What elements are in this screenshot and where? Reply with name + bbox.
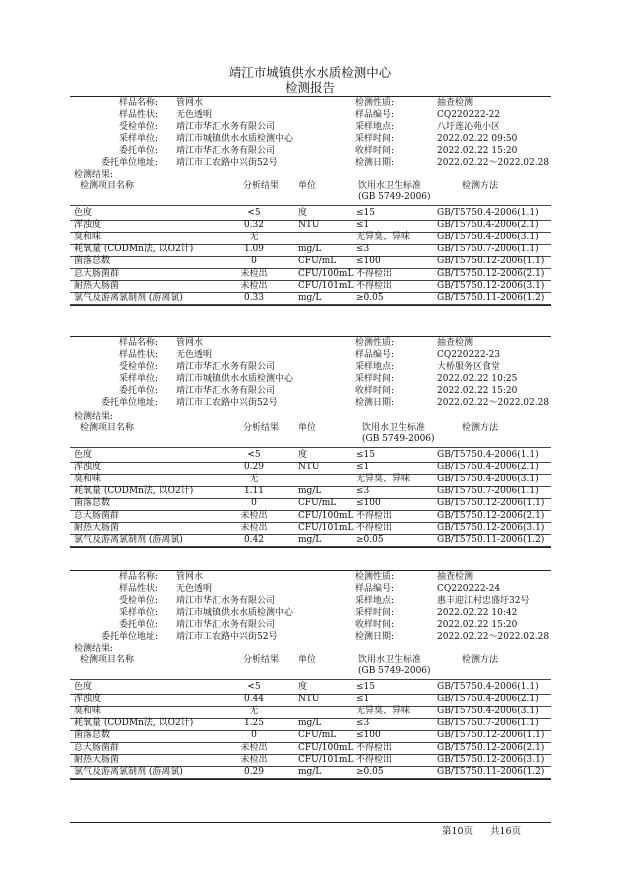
info-value: 管网水 xyxy=(176,98,204,108)
row-result: 0.32 xyxy=(243,220,265,231)
column-header-standard: 饮用水卫生标准 xyxy=(362,423,426,433)
row-result: 未检出 xyxy=(240,510,268,521)
info-label: 受检单位: xyxy=(118,361,158,372)
row-standard: ≥0.05 xyxy=(356,534,384,545)
row-item-name: 耐热大肠菌 xyxy=(74,280,120,291)
info-value: 靖江市工农路中兴街52号 xyxy=(176,631,278,642)
row-result: 0.44 xyxy=(243,694,265,705)
row-method: GB/T5750.4-2006(2.1) xyxy=(437,462,539,473)
results-label: 检测结果: xyxy=(74,412,114,422)
row-item-name: 耗氧量 (CODMn法, 以O2计) xyxy=(74,486,194,497)
row-unit: mg/L xyxy=(298,244,322,255)
row-method: GB/T5750.7-2006(1.1) xyxy=(437,486,539,497)
info-label: 样品名称: xyxy=(118,572,158,582)
info-value: 靖江市城镇供水水质检测中心 xyxy=(176,373,294,384)
row-standard: ≥0.05 xyxy=(356,766,384,777)
row-item-name: 耐热大肠菌 xyxy=(74,522,120,533)
info-label: 收样时间: xyxy=(355,619,395,630)
info-label: 收样时间: xyxy=(355,385,395,396)
row-method: GB/T5750.4-2006(1.1) xyxy=(437,208,539,218)
section-top-rule xyxy=(70,570,551,571)
info-label: 样品性状: xyxy=(118,349,158,360)
column-header-standard-code: (GB 5749-2006) xyxy=(358,666,431,676)
info-value: 靖江市华汇水务有限公司 xyxy=(176,145,276,156)
row-standard: 不得检出 xyxy=(356,742,393,753)
row-result: 未检出 xyxy=(240,522,268,533)
column-header-result: 分析结果 xyxy=(243,423,280,433)
row-item-name: 色度 xyxy=(74,208,93,218)
section-top-rule xyxy=(70,96,551,97)
section-bottom-rule xyxy=(70,779,551,780)
row-item-name: 浑浊度 xyxy=(74,462,102,473)
row-unit: mg/L xyxy=(298,718,322,729)
column-header-result: 分析结果 xyxy=(243,655,280,665)
row-item-name: 氯气及游离氯制剂 (游离氯) xyxy=(74,766,183,777)
row-unit: CFU/mL xyxy=(298,498,337,509)
info-value: 无色透明 xyxy=(176,349,213,360)
column-header-standard-code: (GB 5749-2006) xyxy=(358,192,431,202)
info-label: 委托单位: xyxy=(118,385,158,396)
row-item-name: 耗氧量 (CODMn法, 以O2计) xyxy=(74,244,194,255)
row-result: <5 xyxy=(247,208,261,218)
row-result: 0.29 xyxy=(243,462,265,473)
info-label: 委托单位地址: xyxy=(100,631,158,642)
row-standard: 不得检出 xyxy=(356,510,393,521)
info-value: 2022.02.22 10:25 xyxy=(437,373,518,384)
info-label: 收样时间: xyxy=(355,145,395,156)
info-label: 采样地点: xyxy=(355,595,395,606)
row-standard: 无异臭、异味 xyxy=(356,706,411,717)
info-label: 委托单位地址: xyxy=(100,397,158,408)
info-label: 样品编号: xyxy=(355,583,395,594)
info-label: 采样单位: xyxy=(118,373,158,384)
info-value: 靖江市城镇供水水质检测中心 xyxy=(176,133,294,144)
row-method: GB/T5750.4-2006(2.1) xyxy=(437,220,539,231)
row-item-name: 浑浊度 xyxy=(74,694,102,705)
info-label: 样品编号: xyxy=(355,349,395,360)
row-method: GB/T5750.4-2006(3.1) xyxy=(437,706,539,717)
column-header-unit: 单位 xyxy=(298,181,317,191)
row-result: 0.42 xyxy=(243,534,265,545)
results-label: 检测结果: xyxy=(74,644,114,654)
row-result: 0.29 xyxy=(243,766,265,777)
info-label: 采样时间: xyxy=(355,133,395,144)
info-label: 委托单位: xyxy=(118,145,158,156)
info-label: 样品性状: xyxy=(118,583,158,594)
info-value: 抽查检测 xyxy=(437,98,474,108)
info-value: 管网水 xyxy=(176,338,204,348)
row-method: GB/T5750.11-2006(1.2) xyxy=(437,292,545,303)
info-value: 无色透明 xyxy=(176,583,213,594)
row-result: 无 xyxy=(249,474,259,485)
info-label: 委托单位地址: xyxy=(100,157,158,168)
info-value: 靖江市华汇水务有限公司 xyxy=(176,361,276,372)
row-result: 0 xyxy=(251,256,257,267)
row-unit: mg/L xyxy=(298,766,322,777)
row-unit: NTU xyxy=(298,462,320,473)
row-result: 0 xyxy=(251,498,257,509)
row-unit: 度 xyxy=(298,450,308,460)
row-method: GB/T5750.4-2006(1.1) xyxy=(437,450,539,460)
column-header-item: 检测项目名称 xyxy=(80,181,135,191)
row-standard: 无异臭、异味 xyxy=(356,232,411,243)
header-rule xyxy=(70,205,551,206)
row-method: GB/T5750.4-2006(1.1) xyxy=(437,682,539,692)
info-value: 靖江市城镇供水水质检测中心 xyxy=(176,607,294,618)
page-total: 共16页 xyxy=(490,826,522,837)
info-value: 抽查检测 xyxy=(437,338,474,348)
info-label: 采样地点: xyxy=(355,121,395,132)
info-label: 受检单位: xyxy=(118,595,158,606)
info-value: 2022.02.22 15:20 xyxy=(437,145,518,156)
info-value: 抽查检测 xyxy=(437,572,474,582)
row-unit: NTU xyxy=(298,694,320,705)
row-standard: 无异臭、异味 xyxy=(356,474,411,485)
row-unit: NTU xyxy=(298,220,320,231)
row-standard: ≤1 xyxy=(356,462,370,473)
row-item-name: 菌落总数 xyxy=(74,730,111,741)
info-value: 2022.02.22 15:20 xyxy=(437,385,518,396)
row-method: GB/T5750.12-2006(3.1) xyxy=(437,754,545,765)
row-item-name: 色度 xyxy=(74,682,93,692)
info-value: 无色透明 xyxy=(176,109,213,120)
row-result: 未检出 xyxy=(240,742,268,753)
row-unit: CFU/101mL xyxy=(298,522,354,533)
row-item-name: 臭和味 xyxy=(74,706,102,717)
row-method: GB/T5750.12-2006(3.1) xyxy=(437,280,545,291)
row-item-name: 臭和味 xyxy=(74,232,102,243)
row-standard: 不得检出 xyxy=(356,280,393,291)
row-unit: CFU/100mL xyxy=(298,510,354,521)
header-rule xyxy=(70,679,551,680)
info-label: 检测日期: xyxy=(355,631,395,642)
info-value: 靖江市华汇水务有限公司 xyxy=(176,595,276,606)
row-standard: ≤15 xyxy=(356,682,375,692)
row-unit: CFU/mL xyxy=(298,256,337,267)
column-header-result: 分析结果 xyxy=(243,181,280,191)
footer-rule xyxy=(70,822,551,823)
info-label: 采样时间: xyxy=(355,607,395,618)
row-item-name: 耐热大肠菌 xyxy=(74,754,120,765)
row-standard: ≤100 xyxy=(356,730,381,741)
row-item-name: 菌落总数 xyxy=(74,256,111,267)
row-result: 未检出 xyxy=(240,754,268,765)
info-value: 大桥服务区食堂 xyxy=(437,361,501,372)
column-header-method: 检测方法 xyxy=(462,181,499,191)
row-standard: 不得检出 xyxy=(356,522,393,533)
row-result: 无 xyxy=(249,232,259,243)
row-method: GB/T5750.7-2006(1.1) xyxy=(437,718,539,729)
row-method: GB/T5750.12-2006(3.1) xyxy=(437,522,545,533)
row-method: GB/T5750.12-2006(1.1) xyxy=(437,498,545,509)
row-item-name: 臭和味 xyxy=(74,474,102,485)
row-standard: 不得检出 xyxy=(356,268,393,279)
info-value: 靖江市工农路中兴街52号 xyxy=(176,157,278,168)
column-header-standard: 饮用水卫生标准 xyxy=(358,655,422,665)
section-bottom-rule xyxy=(70,547,551,548)
info-value: 靖江市华汇水务有限公司 xyxy=(176,385,276,396)
row-standard: ≤1 xyxy=(356,220,370,231)
column-header-method: 检测方法 xyxy=(462,655,499,665)
info-value: 2022.02.22～2022.02.28 xyxy=(437,631,550,642)
row-standard: ≥0.05 xyxy=(356,292,384,303)
row-standard: ≤100 xyxy=(356,498,381,509)
info-label: 检测日期: xyxy=(355,157,395,168)
info-value: 靖江市华汇水务有限公司 xyxy=(176,619,276,630)
row-item-name: 色度 xyxy=(74,450,93,460)
info-label: 样品性状: xyxy=(118,109,158,120)
row-method: GB/T5750.12-2006(1.1) xyxy=(437,256,545,267)
row-standard: ≤15 xyxy=(356,208,375,218)
info-label: 采样时间: xyxy=(355,373,395,384)
row-result: <5 xyxy=(247,450,261,460)
row-unit: CFU/100mL xyxy=(298,742,354,753)
row-method: GB/T5750.4-2006(2.1) xyxy=(437,694,539,705)
row-method: GB/T5750.12-2006(2.1) xyxy=(437,742,545,753)
row-method: GB/T5750.12-2006(2.1) xyxy=(437,510,545,521)
info-value: 2022.02.22 09:50 xyxy=(437,133,518,144)
info-label: 采样单位: xyxy=(118,607,158,618)
row-standard: ≤100 xyxy=(356,256,381,267)
info-label: 检测性质: xyxy=(355,98,395,108)
column-header-standard-code: (GB 5749-2006) xyxy=(362,434,435,444)
column-header-item: 检测项目名称 xyxy=(80,423,135,433)
page-number: 第10页 xyxy=(442,826,474,837)
row-unit: mg/L xyxy=(298,486,322,497)
info-label: 样品名称: xyxy=(118,338,158,348)
column-header-unit: 单位 xyxy=(298,655,317,665)
info-label: 检测日期: xyxy=(355,397,395,408)
row-result: 无 xyxy=(249,706,259,717)
row-unit: CFU/101mL xyxy=(298,754,354,765)
row-method: GB/T5750.12-2006(1.1) xyxy=(437,730,545,741)
info-value: 管网水 xyxy=(176,572,204,582)
info-value: 2022.02.22～2022.02.28 xyxy=(437,157,550,168)
report-org-title: 靖江市城镇供水水质检测中心 xyxy=(228,65,392,80)
info-value: 靖江市华汇水务有限公司 xyxy=(176,121,276,132)
info-label: 委托单位: xyxy=(118,619,158,630)
row-item-name: 总大肠菌群 xyxy=(74,510,120,521)
row-standard: ≤3 xyxy=(356,244,370,255)
row-item-name: 耗氧量 (CODMn法, 以O2计) xyxy=(74,718,194,729)
row-unit: 度 xyxy=(298,208,308,218)
row-result: 0 xyxy=(251,730,257,741)
row-result: 未检出 xyxy=(240,268,268,279)
info-value: CQ220222-23 xyxy=(437,349,501,360)
info-label: 样品编号: xyxy=(355,109,395,120)
info-label: 检测性质: xyxy=(355,572,395,582)
info-label: 受检单位: xyxy=(118,121,158,132)
info-label: 检测性质: xyxy=(355,338,395,348)
row-unit: CFU/100mL xyxy=(298,268,354,279)
info-label: 采样单位: xyxy=(118,133,158,144)
report-title: 检测报告 xyxy=(284,80,335,95)
header-rule xyxy=(70,447,551,448)
column-header-standard: 饮用水卫生标准 xyxy=(358,181,422,191)
row-item-name: 氯气及游离氯制剂 (游离氯) xyxy=(74,534,183,545)
info-value: 2022.02.22～2022.02.28 xyxy=(437,397,550,408)
column-header-item: 检测项目名称 xyxy=(80,655,135,665)
row-item-name: 菌落总数 xyxy=(74,498,111,509)
row-result: 1.09 xyxy=(243,244,265,255)
row-method: GB/T5750.4-2006(3.1) xyxy=(437,232,539,243)
info-value: CQ220222-22 xyxy=(437,109,501,120)
row-item-name: 总大肠菌群 xyxy=(74,742,120,753)
column-header-method: 检测方法 xyxy=(462,423,499,433)
section-top-rule xyxy=(70,336,551,337)
row-method: GB/T5750.4-2006(3.1) xyxy=(437,474,539,485)
row-item-name: 浑浊度 xyxy=(74,220,102,231)
row-standard: ≤3 xyxy=(356,718,370,729)
row-method: GB/T5750.11-2006(1.2) xyxy=(437,766,545,777)
info-value: 靖江市工农路中兴街52号 xyxy=(176,397,278,408)
info-value: CQ220222-24 xyxy=(437,583,501,594)
results-label: 检测结果: xyxy=(74,170,114,180)
info-label: 样品名称: xyxy=(118,98,158,108)
info-value: 八圩莲沁苑小区 xyxy=(437,121,501,132)
row-unit: 度 xyxy=(298,682,308,692)
row-method: GB/T5750.7-2006(1.1) xyxy=(437,244,539,255)
row-item-name: 氯气及游离氯制剂 (游离氯) xyxy=(74,292,183,303)
column-header-unit: 单位 xyxy=(298,423,317,433)
row-result: <5 xyxy=(247,682,261,692)
row-result: 1.11 xyxy=(243,486,265,497)
row-result: 0.33 xyxy=(243,292,265,303)
row-standard: ≤15 xyxy=(356,450,375,460)
info-value: 惠丰迎江村忠盛圩32号 xyxy=(437,595,530,606)
info-value: 2022.02.22 10:42 xyxy=(437,607,518,618)
info-label: 采样地点: xyxy=(355,361,395,372)
row-method: GB/T5750.11-2006(1.2) xyxy=(437,534,545,545)
section-bottom-rule xyxy=(70,305,551,306)
row-standard: ≤3 xyxy=(356,486,370,497)
row-unit: CFU/mL xyxy=(298,730,337,741)
row-unit: mg/L xyxy=(298,534,322,545)
row-result: 1.25 xyxy=(243,718,265,729)
row-result: 未检出 xyxy=(240,280,268,291)
row-method: GB/T5750.12-2006(2.1) xyxy=(437,268,545,279)
row-unit: mg/L xyxy=(298,292,322,303)
row-item-name: 总大肠菌群 xyxy=(74,268,120,279)
row-standard: 不得检出 xyxy=(356,754,393,765)
row-unit: CFU/101mL xyxy=(298,280,354,291)
row-standard: ≤1 xyxy=(356,694,370,705)
info-value: 2022.02.22 15:20 xyxy=(437,619,518,630)
